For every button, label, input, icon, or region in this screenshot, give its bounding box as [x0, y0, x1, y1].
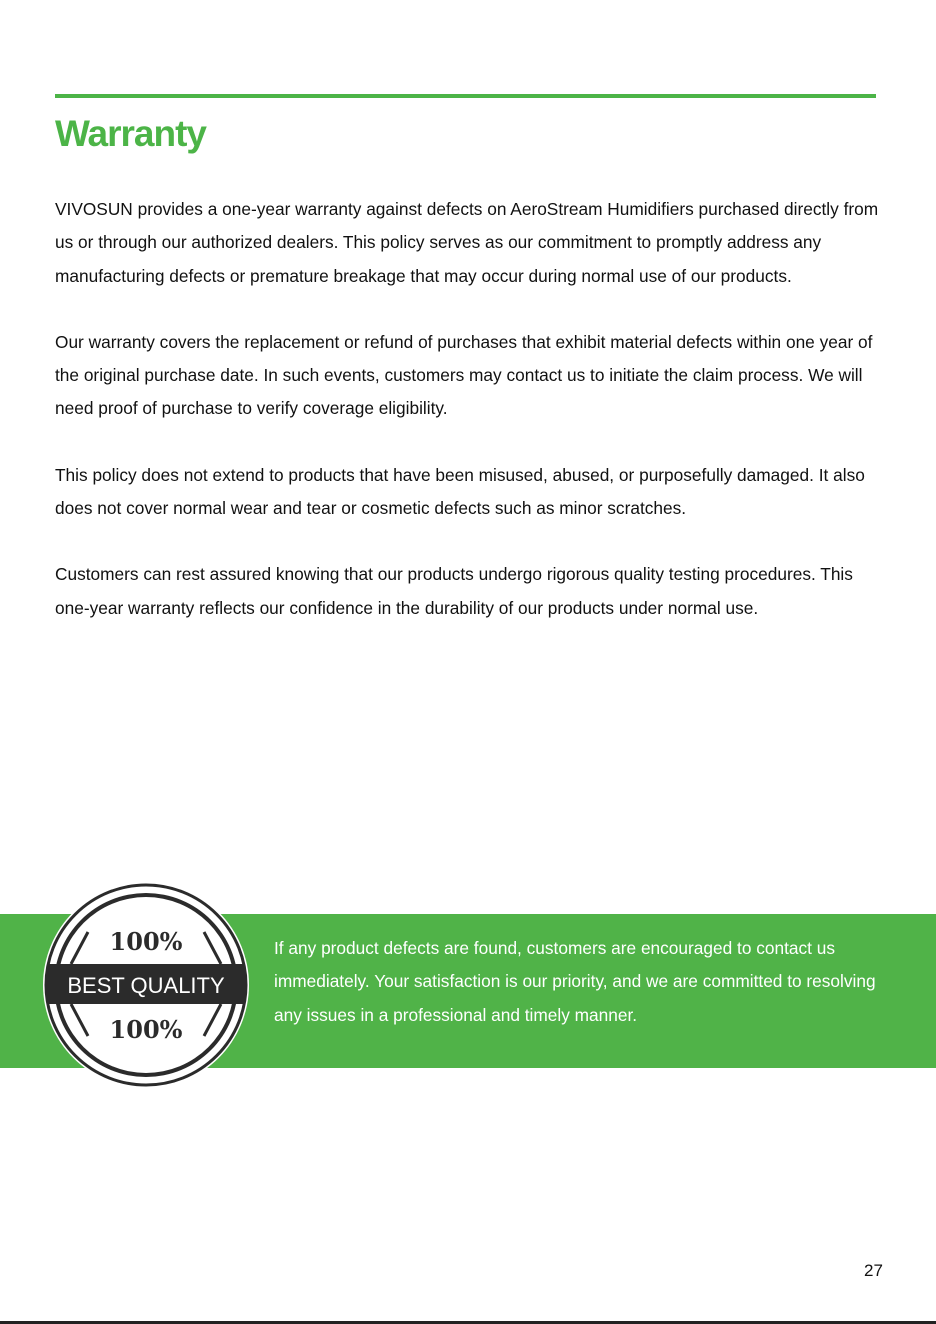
badge-bottom-text: 100%	[109, 1015, 183, 1044]
best-quality-badge-icon	[41, 880, 251, 1090]
paragraph-replacement: Our warranty covers the replacement or refund of purchases that exhibit material defects within one year of the original purchase date. In such events, customers may contact us to initiate the claim process. We will need proof of purchase to verify coverage eligibility.	[55, 331, 873, 419]
page-number: 27	[864, 1261, 883, 1280]
banner-text: If any product defects are found, customers are encouraged to contact us immediately. Your satisfaction is our priority, and we are committed to resolving any issues in a professional and timely manner.	[274, 938, 876, 1025]
badge-center-text: BEST QUALITY	[67, 973, 225, 998]
page-title: Warranty	[55, 113, 207, 154]
badge-top-text: 100%	[109, 927, 183, 956]
top-divider	[55, 94, 876, 98]
warranty-body	[55, 193, 885, 658]
paragraph-coverage-intro: VIVOSUN provides a one-year warranty against defects on AeroStream Humidifiers purchased directly from us or through our authorized dealers. This policy serves as our commitment to promptly address any manufacturing defects or premature breakage that may occur during normal use of our products.	[55, 199, 879, 286]
paragraph-exclusions: This policy does not extend to products that have been misused, abused, or purposefully damaged. It also does not cover normal wear and tear or cosmetic defects such as minor scratches.	[55, 464, 865, 519]
paragraph-quality: Customers can rest assured knowing that our products undergo rigorous quality testing procedures. This one-year warranty reflects our confidence in the durability of our products under normal use.	[55, 564, 853, 618]
